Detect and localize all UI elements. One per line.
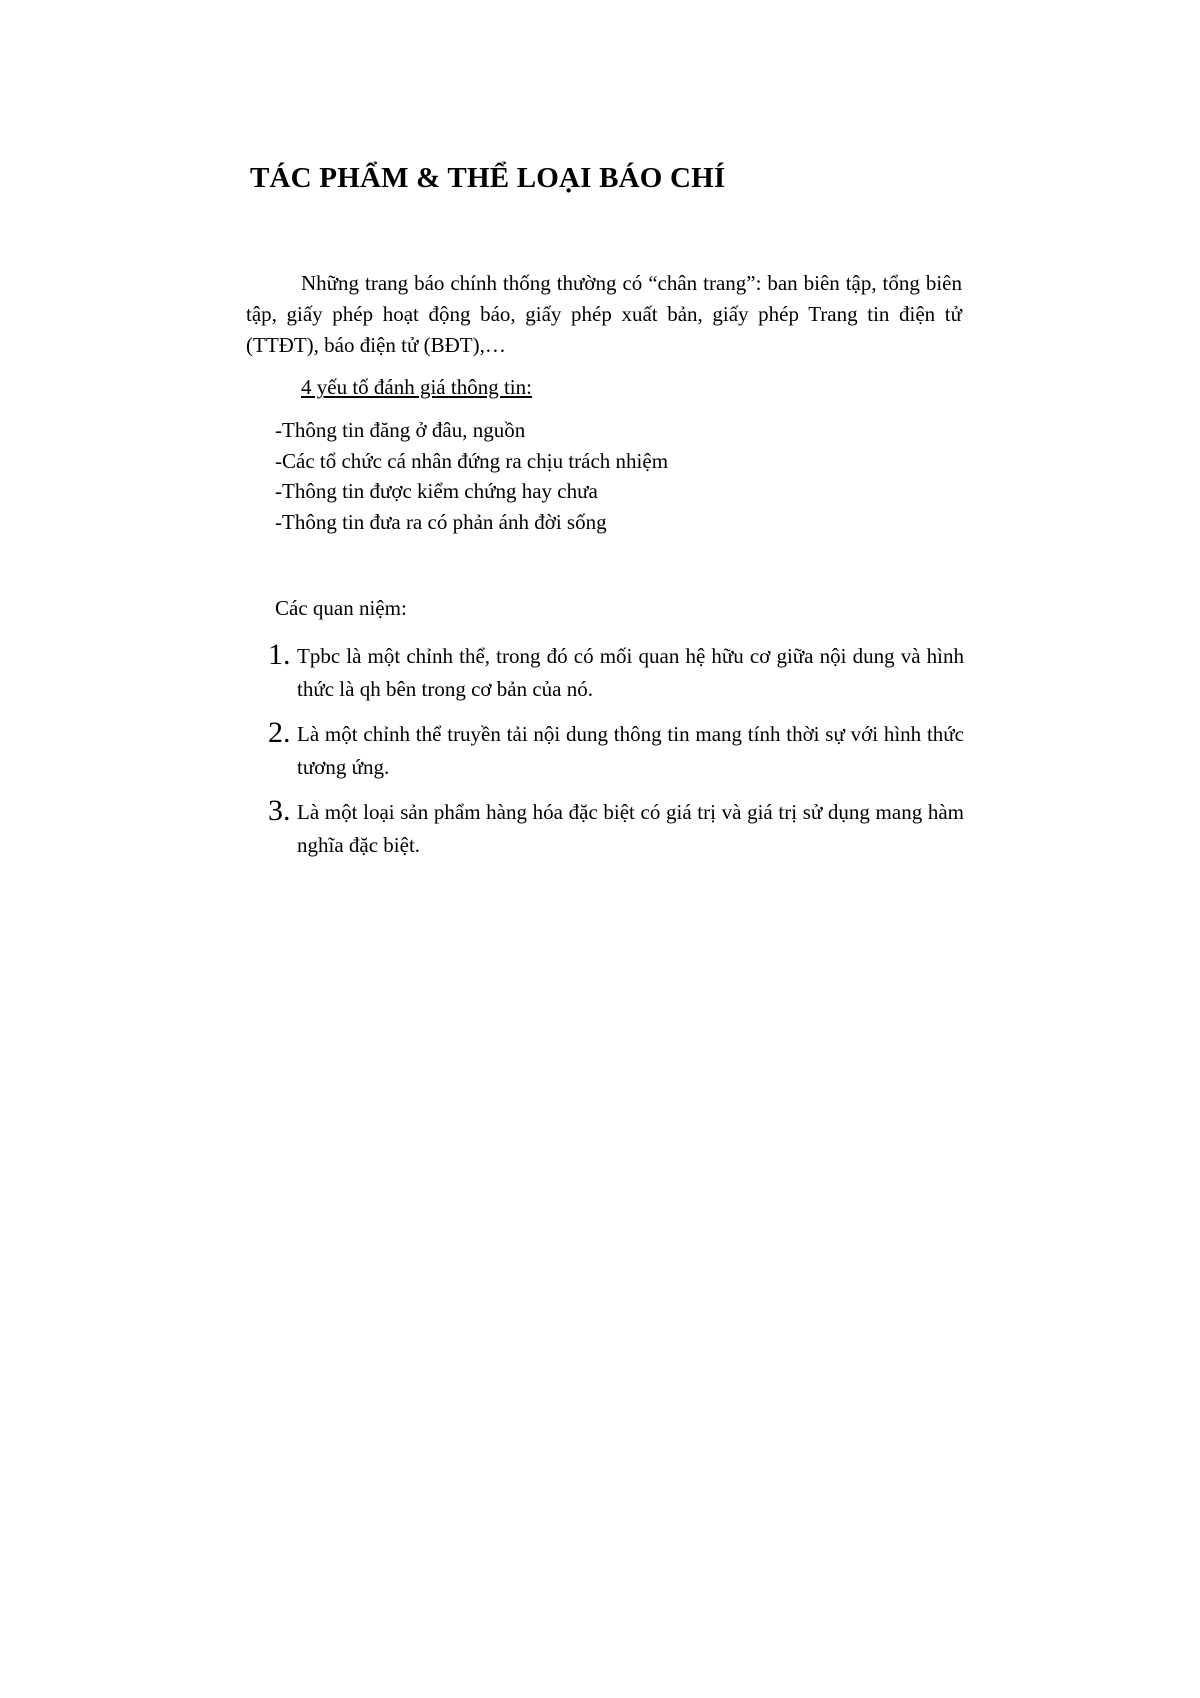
criteria-list [275,415,668,537]
views-list [268,640,964,874]
views-item-number: 1. [268,638,291,671]
views-item-text: Là một loại sản phẩm hàng hóa đặc biệt có giá trị và giá trị sử dụng mang hàm nghĩa đặc biệt. [297,800,964,857]
views-item-number: 2. [268,716,291,749]
views-item [268,640,964,706]
views-item-text: Tpbc là một chỉnh thể, trong đó có mối quan hệ hữu cơ giữa nội dung và hình thức là qh bên trong cơ bản của nó. [297,644,964,701]
intro-paragraph: Những trang báo chính thống thường có “chân trang”: ban biên tập, tổng biên tập, giấy phép hoạt động báo, giấy phép xuất bản, giấy phép Trang tin điện tử (TTĐT), báo điện tử (BĐT),… [246,271,962,357]
views-item-text: Là một chỉnh thể truyền tải nội dung thông tin mang tính thời sự với hình thức tương ứng. [297,722,964,779]
views-item [268,796,964,862]
views-heading: Các quan niệm: [275,596,407,620]
criteria-heading: 4 yếu tố đánh giá thông tin: [301,375,532,399]
document-title: TÁC PHẨM & THỂ LOẠI BÁO CHÍ [250,162,726,194]
criteria-item: -Thông tin đăng ở đâu, nguồn [275,418,526,442]
criteria-item: -Thông tin đưa ra có phản ánh đời sống [275,509,607,534]
views-item [268,718,964,784]
criteria-item: -Thông tin được kiểm chứng hay chưa [275,479,598,503]
views-item-number: 3. [268,794,291,827]
criteria-item: -Các tổ chức cá nhân đứng ra chịu trách nhiệm [275,448,669,473]
